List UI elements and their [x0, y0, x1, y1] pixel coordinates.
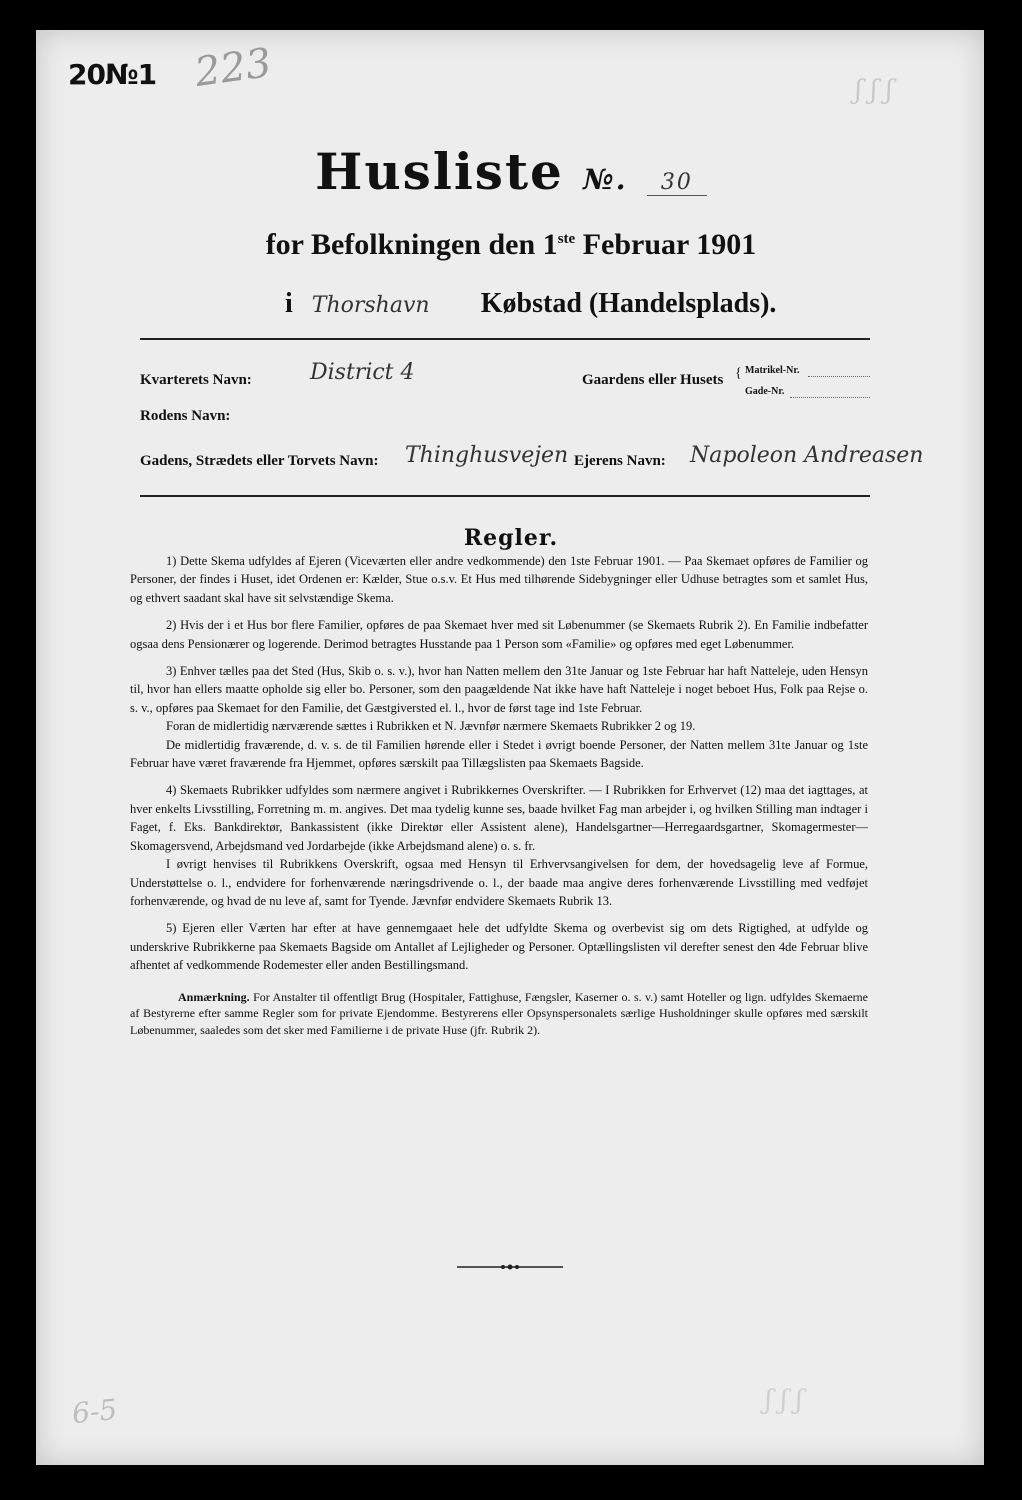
pencil-bottom-right-mark: ʃ ʃ ʃ: [765, 1385, 803, 1415]
subtitle-pre: for Befolkningen den 1: [265, 228, 558, 261]
pencil-corner-mark: ʃ ʃ ʃ: [855, 75, 893, 105]
gade-label: Gadens, Strædets eller Torvets Navn:: [140, 453, 379, 469]
matrikel-label: Matrikel-Nr.: [745, 365, 800, 376]
title-no-label: №.: [583, 163, 628, 196]
note: [130, 989, 868, 1039]
gade-value: Thinghusvejen: [405, 443, 569, 468]
rule-3: 3) Enhver tælles paa det Sted (Hus, Skib o. s. v.), hvor han Natten mellem den 31te Januar og 1ste Februar har haft Natteleje, uden Hensyn til, hvor han ellers maatte opholde sig eller bo. Personer, som den paagældende Nat ikke have haft Natteleje i noget beboet Hus, Folk paa Rejse o. s. v., opføres paa Skemaet for den Familie, det Gæstgiversted el. l., hvor de først tage ind 1ste Februar.: [130, 664, 868, 715]
fields-divider: [140, 495, 870, 497]
ejer-value: Napoleon Andreasen: [690, 443, 924, 468]
rule-1: 1) Dette Skema udfyldes af Ejeren (Viceværten eller andre vedkommende) den 1ste Februar 1901. — Paa Skemaet opføres de Familier og Personer, der findes i Huset, idet Ordenen er: Kælder, Stue o.s.v. Et Hus med tilhørende Sidebygninger eller Udhuse betragtes som et samlet Hus, og ethvert saadant skal have sit selvstændige Skema.: [130, 554, 868, 605]
handwritten-town: Thorshavn: [311, 293, 430, 318]
note-text: For Anstalter til offentligt Brug (Hospitaler, Fattighuse, Fængsler, Kaserner o. s. v.) samt Hoteller og lign. udfyldes Skemaerne af Bestyrerne efter samme Regler som for private Ejendomme. Bestyrerens eller Opsynspersonalets særlige Husholdninger skulle opføres med særskilt Løbenummer, saaledes som det sker med Familierne i de private Huse (jfr. Rubrik 2).: [130, 989, 868, 1037]
rule-5: 5) Ejeren eller Værten har efter at have gennemgaaet hele det udfyldte Skema og overbevist sig om dets Rigtighed, at udfylde og underskrive Rubrikkerne paa Skemaets Bagside om Antallet af Lejligheder og Personer. Optællingslisten vil derefter senest den 4de Februar blive afhentet af vedkommende Rodemester eller anden Bestillingsmand.: [130, 921, 868, 973]
gade-nr-line: [790, 397, 870, 398]
title-main: Husliste: [315, 142, 564, 201]
pencil-bottom-left: 6-5: [70, 1392, 119, 1431]
rule-3-foran: Foran de midlertidig nærværende sættes i Rubrikken et N. Jævnfør nærmere Skemaets Rubrikker 2 og 19.: [166, 719, 696, 734]
kobstad-label: Købstad (Handelsplads).: [480, 288, 777, 319]
pencil-number: 223: [192, 39, 275, 97]
ejer-label: Ejerens Navn:: [574, 453, 666, 469]
note-label: Anmærkning.: [178, 989, 250, 1004]
matrikel-line: [808, 376, 870, 377]
rule-4: 4) Skemaets Rubrikker udfyldes som nærmere angivet i Rubrikkernes Overskrifter. — I Rubrikken for Erhvervet (12) maa det iagttages, at hver enkelts Livsstilling, Forretning m. m. angives. Det maa tydelig kunne ses, baade hvilket Fag man arbejder i, og hvilken Stilling man indtager i Faget, f. Eks. Bankdirektør, Bankassistent (ikke Direktør eller Assistent alene), Handelsgartner—Herregaardsgartner, Skomagermester—Skomagersvend, Arbejdsmand ved Jordarbejde (ikke Arbejdsmand alene) o. s. fr.: [130, 783, 868, 853]
top-divider: [140, 338, 870, 340]
subtitle: [0, 228, 1022, 262]
kobstad-line: [285, 288, 776, 320]
rule-4-ovrigt: I øvrigt henvises til Rubrikkens Overskrift, ogsaa med Hensyn til Erhvervsangivelsen for dem, der hovedsagelig leve af Formue, Understøttelse o. l., endvidere for forhenværende næringsdrivende o. l., der baade maa angive deres forhenværende Livsstilling med vedføjet forhenværende, og hvad de nu leve af, samt for Tyende. Jævnfør endvidere Skemaets Rubrik 13.: [130, 857, 868, 908]
subtitle-post: Februar 1901: [575, 228, 757, 261]
kobstad-prefix: i: [285, 288, 293, 319]
roden-label: Rodens Navn:: [140, 408, 231, 424]
title-no-value: 30: [647, 170, 707, 196]
gade-nr-label: Gade-Nr.: [745, 386, 785, 397]
kvarter-value: District 4: [310, 360, 415, 385]
rule-3-fravaerende: De midlertidig fraværende, d. v. s. de til Familien hørende eller i Stedet i øvrigt boende Personer, der Natten mellem 31te Januar og 1ste Februar have været fraværende fra Hjemmet, opføres særskilt paa Tillægslisten paa Skemaets Bagside.: [130, 737, 868, 771]
brace: {: [735, 366, 742, 381]
subtitle-sup: ste: [557, 231, 576, 247]
page-title: [0, 142, 1022, 201]
rules-text: [130, 552, 868, 1047]
rule-2: 2) Hvis der i et Hus bor flere Familier, opføres de paa Skemaet hver med sit Løbenummer (se Skemaets Rubrik 2). En Familie indbefatter ogsaa dens Pensionærer og logerende. Derimod betragtes Husstande paa 1 Person som «Familie» og opføres med eget Løbenummer.: [130, 618, 868, 651]
regler-heading: Regler.: [463, 525, 559, 551]
gaard-label: Gaardens eller Husets: [582, 372, 724, 388]
stamp-number: 20№1: [68, 58, 157, 91]
ornament-divider: [455, 1262, 565, 1272]
kvarter-label: Kvarterets Navn:: [140, 372, 252, 388]
